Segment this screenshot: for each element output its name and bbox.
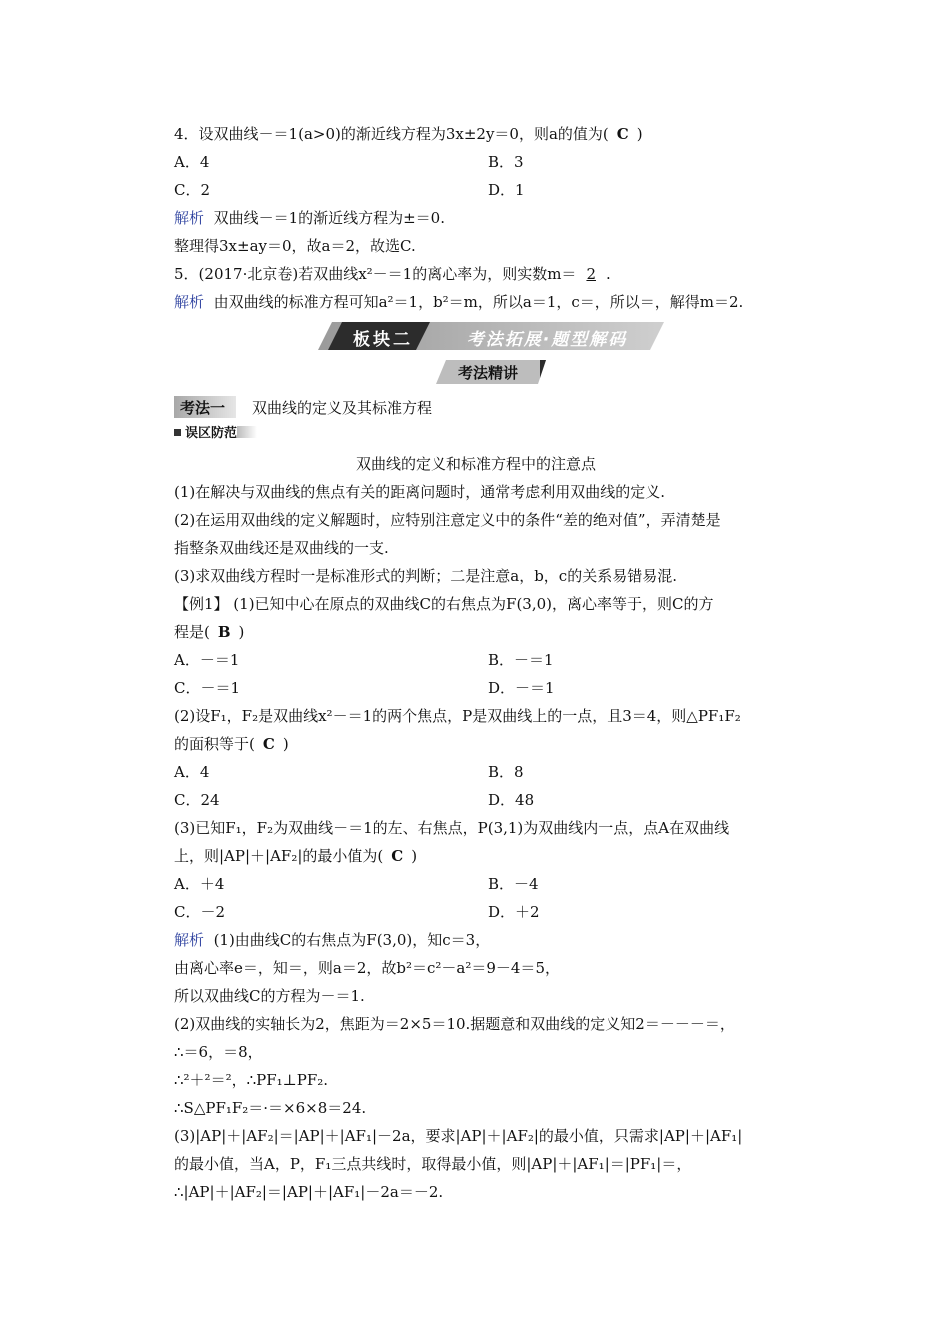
ex1-part3-option-a: A．＋4 [174,875,225,893]
ex1-part1-option-b: B．－＝1 [488,651,554,669]
ex1-part1-answer: B [217,623,231,641]
ex1-part3-line2 [174,846,417,866]
ex1-part1-option-c: C．－＝1 [174,679,241,697]
ex1-part2-option-b: B．8 [488,763,524,781]
solution-line5: ∴＝6，＝8， [174,1043,263,1061]
q4-close: ) [636,125,643,143]
q4-option-d: D．1 [488,181,525,199]
ex1-part2-line2-text: 的面积等于( [174,735,255,753]
ex1-part3-line2-text: 上，则|AP|＋|AF₂|的最小值为( [174,847,384,865]
sub-banner-text: 考法精讲 [457,364,518,382]
ex1-part2-option-a: A．4 [174,763,210,781]
note-2a: (2)在运用双曲线的定义解题时，应特别注意定义中的条件“差的绝对值”，弄清楚是 [174,511,721,529]
tag-fade [237,426,257,438]
banner-left-text: 板块二 [353,330,413,350]
note-1: (1)在解决与双曲线的焦点有关的距离问题时，通常考虑利用双曲线的定义. [174,483,666,501]
ex1-part3-answer: C [391,847,404,865]
note-3: (3)求双曲线方程时一是标准形式的判断；二是注意a，b，c的关系易错易混. [174,567,677,585]
q5-answer: 2 [586,265,596,283]
q4-solution-line1 [174,208,445,228]
ex1-part1-line1: 【例1】 (1)已知中心在原点的双曲线C的右焦点为F(3,0)，离心率等于，则C的方 [174,595,714,613]
ex1-part3-option-b: B．－4 [488,875,539,893]
square-icon [174,429,181,436]
solution-line9: 的最小值，当A，P，F₁三点共线时，取得最小值，则|AP|＋|AF₁|＝|PF₁|＝， [174,1155,692,1173]
ex1-part1-option-a: A．－＝1 [174,651,240,669]
solution-line1 [174,930,490,950]
ex1-part2-answer: C [262,735,275,753]
q4-solution-text1: 双曲线－＝1的渐近线方程为±＝0. [213,209,445,227]
method-label: 考法一 [180,399,226,417]
solution-line3: 所以双曲线C的方程为－＝1. [174,987,365,1005]
q5-solution-label: 解析 [174,293,205,311]
solution-line10: ∴|AP|＋|AF₂|＝|AP|＋|AF₁|－2a＝－2. [174,1183,444,1201]
solution-line4: (2)双曲线的实轴长为2，焦距为＝2×5＝10.据题意和双曲线的定义知2＝－－－＝， [174,1015,735,1033]
q5-stem-text: 5．(2017·北京卷)若双曲线x²－＝1的离心率为，则实数m＝ [174,265,577,283]
notes-title: 双曲线的定义和标准方程中的注意点 [355,455,596,473]
ex1-part1-close: ) [238,623,245,641]
banner-right-text: 考法拓展·题型解码 [466,330,628,350]
solution-line8: (3)|AP|＋|AF₂|＝|AP|＋|AF₁|－2a，要求|AP|＋|AF₂|的最小值，只需求|AP|＋|AF₁| [174,1127,743,1145]
ex1-part1-option-d: D．－＝1 [488,679,555,697]
q4-solution-line2: 整理得3x±ay＝0，故a＝2，故选C. [174,237,416,255]
ex1-part2-option-d: D．48 [488,791,535,809]
pitfall-tag-text: 误区防范 [185,426,238,441]
q5-solution [174,292,743,312]
q5-stem [174,264,611,284]
section-banner [318,322,664,350]
solution-text1: (1)由曲线C的右焦点为F(3,0)，知c＝3， [213,931,491,949]
ex1-part2-line1: (2)设F₁，F₂是双曲线x²－＝1的两个焦点，P是双曲线上的一点，且3＝4，则△PF₁F₂ [174,707,741,725]
ex1-part1-line2-text: 程是( [174,623,210,641]
q4-stem [174,124,643,144]
ex1-part2-line2 [174,734,289,754]
ex1-part1-line2 [174,622,244,642]
method-title: 双曲线的定义及其标准方程 [252,399,433,417]
solution-label: 解析 [174,931,205,949]
ex1-part2-close: ) [282,735,289,753]
ex1-part3-close: ) [411,847,418,865]
q4-answer: C [616,125,629,143]
q4-option-c: C．2 [174,181,211,199]
q5-end: . [605,265,611,283]
q4-stem-text: 4．设双曲线－＝1(a>0)的渐近线方程为3x±2y＝0，则a的值为( [174,125,609,143]
q4-option-a: A．4 [174,153,210,171]
ex1-part3-option-c: C．－2 [174,903,226,921]
q4-option-b: B．3 [488,153,524,171]
solution-line7: ∴S△PF₁F₂＝·＝×6×8＝24. [174,1099,367,1117]
pitfall-tag [174,425,257,443]
solution-line6: ∴²＋²＝²，∴PF₁⊥PF₂. [174,1071,329,1089]
method-label-box [174,396,236,418]
ex1-part3-option-d: D．＋2 [488,903,540,921]
ex1-part2-option-c: C．24 [174,791,220,809]
q4-solution-label: 解析 [174,209,205,227]
note-2b: 指整条双曲线还是双曲线的一支. [174,539,389,557]
sub-banner [436,360,546,384]
ex1-part3-line1: (3)已知F₁，F₂为双曲线－＝1的左、右焦点，P(3,1)为双曲线内一点，点A在双曲线 [174,819,730,837]
q5-solution-text: 由双曲线的标准方程可知a²＝1，b²＝m，所以a＝1，c＝，所以＝，解得m＝2. [213,293,744,311]
solution-line2: 由离心率e＝，知＝，则a＝2，故b²＝c²－a²＝9－4＝5， [174,959,560,977]
